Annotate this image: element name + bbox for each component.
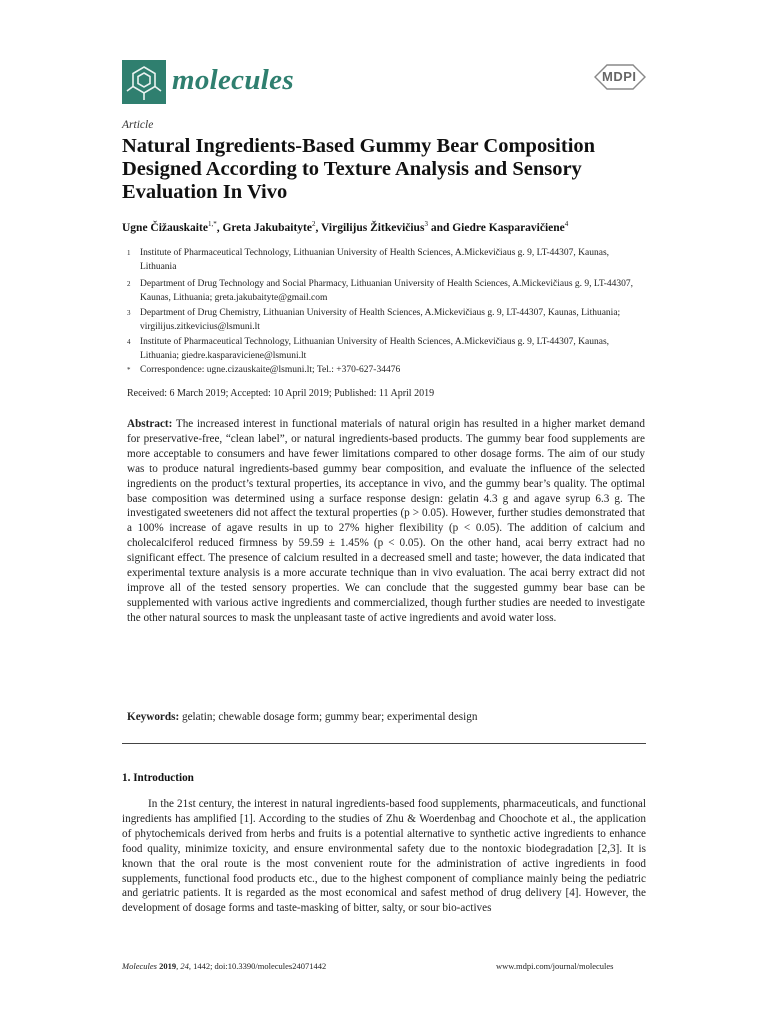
- article-title: Natural Ingredients-Based Gummy Bear Composition Designed According to Texture Analysis and Sensory Evaluation In Vivo: [122, 135, 596, 203]
- author-name: Giedre Kasparavičiene: [452, 221, 565, 234]
- citation-footer: Molecules 2019, 24, 1442; doi:10.3390/molecules24071442: [122, 961, 327, 971]
- journal-url: www.mdpi.com/journal/molecules: [496, 961, 614, 971]
- article-type: Article: [122, 119, 154, 131]
- keywords-label: Keywords:: [127, 711, 180, 723]
- section-heading: 1. Introduction: [122, 772, 194, 784]
- author-name: Virgilijus Žitkevičius: [321, 221, 425, 234]
- footer-journal: Molecules: [122, 961, 157, 971]
- author-affiliation-marker: 3: [424, 220, 428, 228]
- publication-dates: Received: 6 March 2019; Accepted: 10 April 2019; Published: 11 April 2019: [127, 388, 435, 399]
- affiliation-text: Institute of Pharmaceutical Technology, Lithuanian University of Health Sciences, A.Mickevičiaus g. 9, LT-44307, Kaunas, Lithuania: [140, 248, 610, 272]
- publisher-logo: [594, 64, 646, 95]
- author-affiliation-marker: 1,*: [207, 220, 217, 228]
- hexagon-molecule-icon: [122, 60, 166, 104]
- section-divider: [122, 743, 646, 744]
- publisher-name: MDPI: [602, 69, 637, 84]
- author-separator: and: [427, 221, 453, 234]
- affiliation-number: 3: [127, 309, 131, 317]
- author-name: Ugne Čižauskaite: [122, 221, 208, 234]
- correspondence-text: Correspondence: ugne.cizauskaite@lsmuni.lt; Tel.: +370-627-34476: [140, 365, 401, 375]
- affiliation-text: Institute of Pharmaceutical Technology, Lithuanian University of Health Sciences, A.Mickevičiaus g. 9, LT-44307, Kaunas, Lithuania; giedre.kasparaviciene@lsmuni.lt: [140, 337, 610, 361]
- author-name: Greta Jakubaityte: [222, 221, 312, 234]
- affiliation-item: [127, 335, 647, 363]
- affiliation-text: Department of Drug Technology and Social Pharmacy, Lithuanian University of Health Sciences, A.Mickevičiaus g. 9, LT-44307, Kaunas, Lithuania; greta.jakubaityte@gmail.com: [140, 279, 634, 303]
- footer-year: 2019: [159, 961, 177, 971]
- journal-name: molecules: [172, 64, 294, 96]
- abstract: [127, 417, 645, 626]
- affiliation-text: Department of Drug Chemistry, Lithuanian University of Health Sciences, A.Mickevičiaus g. 9, LT-44307, Kaunas, Lithuania; virgilijus.zitkevicius@lsmuni.lt: [140, 308, 621, 332]
- author-separator: ,: [315, 221, 322, 234]
- keywords: [127, 711, 477, 723]
- author-affiliation-marker: 4: [564, 220, 569, 228]
- affiliation-item: [127, 306, 647, 334]
- author-list: [122, 220, 642, 234]
- journal-logo: [122, 60, 166, 104]
- introduction-text: In the 21st century, the interest in natural ingredients-based food supplements, pharmaceuticals, and functional ingredients has amplified [1]. According to the studies of Zhu & Woerdenbag and Choochote et al., the application of phytochemicals derived from herbs and fruits is a potential alternative to synthetic active ingredients to enhance food quality, minimize toxicity, and ensure environmental safety due to the nontoxic biodegradation [2,3]. It is known that the oral route is the most convenient route for the administration of active ingredients in food supplements, functional food products etc., due to the highest component of compliance mainly being the pediatric and geriatric patients. It is regarded as the most economical and safest method of drug delivery [4]. However, the development of dosage forms and taste-masking of bitter, salty, or sour bio-actives: [122, 798, 646, 915]
- affiliation-number: 4: [127, 338, 131, 346]
- author-affiliation-marker: 2: [311, 220, 316, 228]
- affiliation-number: 2: [127, 280, 131, 288]
- correspondence-item: [127, 363, 647, 377]
- affiliation-item: [127, 246, 647, 274]
- abstract-label: Abstract:: [127, 418, 173, 430]
- author-separator: ,: [216, 221, 223, 234]
- correspondence-marker: *: [127, 366, 131, 374]
- footer-pages-doi: 1442; doi:10.3390/molecules24071442: [193, 961, 327, 971]
- affiliation-item: [127, 277, 647, 305]
- abstract-text: The increased interest in functional materials of natural origin has resulted in a higher market demand for preservative-free, “clean label”, or natural ingredients-based products. The gummy bear food supplements are more acceptable to consumers and have fewer limitations compared to other dosage forms. The aim of our study was to produce natural ingredients-based gummy bear composition, and evaluate the influence of the selected ingredients on the product’s textural properties, its acceptance in vivo, and the gummy bear’s quality. The optimal base composition was determined using a surface response design: gelatin 4.3 g and agave syrup 6.3 g. The investigated sweeteners did not affect the textural properties (p > 0.05). However, further studies demonstrated that a 100% increase of agave results in up to 27% higher flexibility (p < 0.05). The addition of calcium and cholecalciferol reduced firmness by 59.59 ± 1.45% (p < 0.05). On the other hand, acai berry extract had no significant effect. The presence of calcium resulted in a decreased smell and taste; however, the data indicated that experimental texture analysis is a more accurate technique than in vivo evaluation. The acai berry extract did not improve all of the tested sensory properties. We can conclude that the suggested gummy bear base can be supplemented with various active ingredients and commercialized, though further studies are needed to investigate the other natural sources to mask the unpleasant taste of active ingredients and avoid water loss.: [127, 418, 645, 624]
- affiliation-number: 1: [127, 249, 131, 257]
- keywords-text: gelatin; chewable dosage form; gummy bear; experimental design: [182, 711, 478, 723]
- footer-volume: 24: [180, 961, 189, 971]
